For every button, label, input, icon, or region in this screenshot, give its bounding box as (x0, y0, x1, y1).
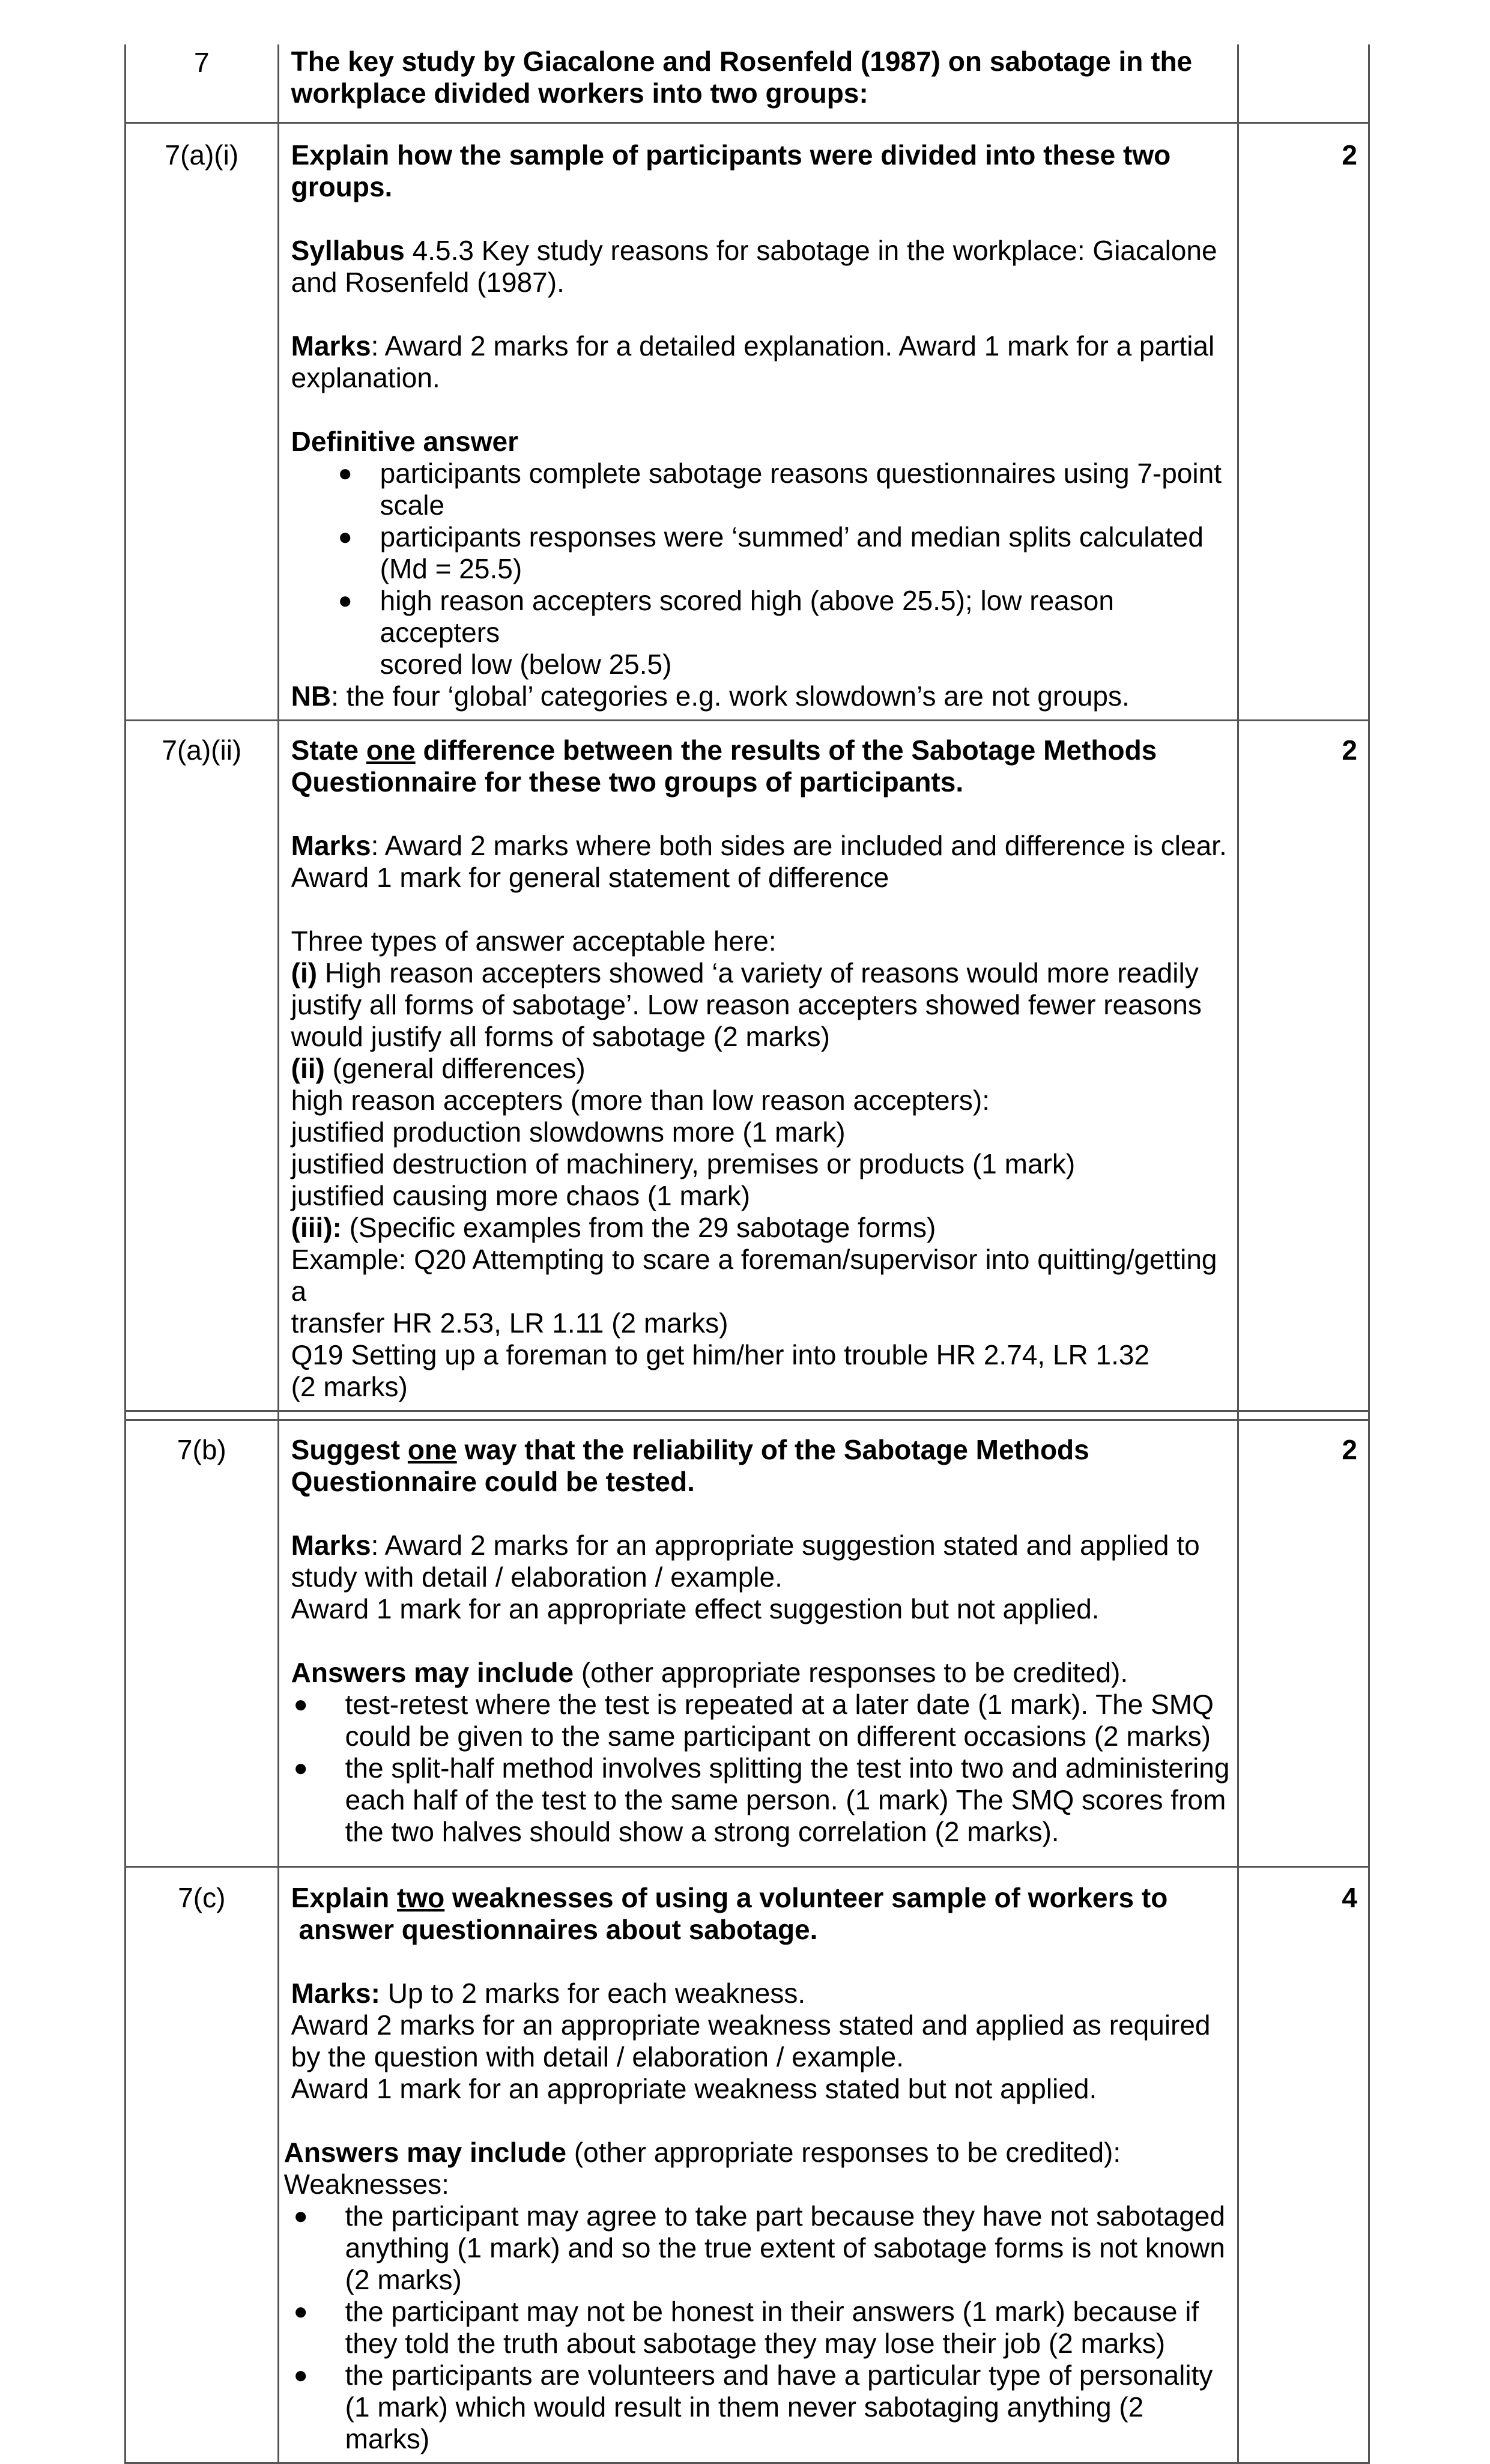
bullet-icon: ● (293, 2202, 308, 2229)
list-item-text: (2 marks) (345, 2263, 462, 2295)
marks-guidance (291, 330, 1232, 394)
divider-cell (1238, 1411, 1369, 1420)
marks-cell: 2 (1238, 720, 1369, 1411)
divider-cell (278, 1411, 1238, 1420)
answer-type-ii (291, 1053, 1232, 1085)
answer-cell (278, 720, 1238, 1411)
list-item-text: they told the truth about sabotage they may lose their job (2 marks) (345, 2327, 1166, 2359)
marks-text: Award 1 mark for general statement of difference (291, 861, 889, 893)
marks-guidance (291, 830, 1232, 894)
marks-label: Marks (291, 330, 371, 362)
question-number: 7(a)(i) (126, 123, 279, 720)
list-item-text: participants complete sabotage reasons questionnaires using 7-point (380, 457, 1222, 489)
marks-guidance (291, 1978, 1232, 2105)
marks-label: Marks: (291, 1977, 380, 2009)
marks-text: explanation. (291, 362, 440, 393)
bullet-icon: ● (293, 1754, 308, 1781)
answer-text: (Specific examples from the 29 sabotage forms) (341, 1211, 936, 1243)
question-part: difference between the results of the Sabotage Methods (415, 734, 1157, 766)
list-item-text: the participant may not be honest in their answers (1 mark) because if (345, 2295, 1199, 2327)
syllabus-label: Syllabus (291, 234, 405, 266)
answer-type-label: (i) (291, 957, 318, 988)
answers-intro (284, 2137, 1232, 2169)
list-item-text: the participant may agree to take part because they have not sabotaged (345, 2200, 1225, 2232)
list-item (291, 2296, 1232, 2360)
nb-text: : the four ‘global’ categories e.g. work slowdown’s are not groups. (331, 680, 1130, 712)
bullet-icon: ● (293, 2298, 308, 2325)
marks-cell (1238, 44, 1369, 123)
answer-line: transfer HR 2.53, LR 1.11 (2 marks) (291, 1307, 728, 1339)
list-item-text: (1 mark) which would result in them never sabotaging anything (2 marks) (345, 2391, 1144, 2454)
question-line: The key study by Giacalone and Rosenfeld (1987) on sabotage in the (291, 46, 1193, 77)
marks-label: Marks (291, 829, 371, 861)
marks-cell: 2 (1238, 123, 1369, 720)
syllabus-text: and Rosenfeld (1987). (291, 266, 565, 298)
answer-line: Example: Q20 Attempting to scare a foreman/supervisor into quitting/getting a (291, 1243, 1217, 1307)
answer-cell (278, 1866, 1238, 2463)
question-line: Questionnaire could be tested. (291, 1465, 695, 1497)
nb-note (291, 680, 1232, 712)
question-line: answer questionnaires about sabotage. (298, 1913, 818, 1945)
marks-label: Marks (291, 1529, 371, 1561)
bullet-icon: ● (293, 2361, 308, 2388)
marks-text: Award 1 mark for an appropriate effect suggestion but not applied. (291, 1593, 1100, 1624)
answers-block (284, 2137, 1232, 2455)
divider-cell (126, 1411, 279, 1420)
answer-line: justified destruction of machinery, premises or products (1 mark) (291, 1148, 1076, 1179)
list-item-text: the two halves should show a strong correlation (2 marks). (345, 1815, 1059, 1847)
answer-text: would justify all forms of sabotage (2 marks) (291, 1020, 830, 1052)
list-item (291, 521, 1232, 585)
list-item-text: high reason accepters scored high (above 25.5); low reason accepters (380, 584, 1114, 648)
marks-text: by the question with detail / elaboration / example. (291, 2041, 904, 2072)
bullet-icon: ● (293, 1691, 308, 1718)
question-number: 7 (126, 44, 279, 123)
bullet-icon: ● (338, 587, 353, 614)
question-text (291, 139, 1232, 203)
marks-cell: 2 (1238, 1420, 1369, 1866)
answer-type-i (291, 957, 1232, 1053)
list-item-text: scale (380, 489, 445, 521)
syllabus (291, 235, 1232, 298)
question-line: Explain how the sample of participants were divided into these two (291, 139, 1171, 171)
marks-text: : Award 2 marks for an appropriate suggestion stated and applied to (371, 1529, 1200, 1561)
question-line: workplace divided workers into two groups: (291, 77, 868, 109)
question-part: Suggest (291, 1433, 408, 1465)
question-emphasis: two (397, 1881, 445, 1913)
weaknesses-label: Weaknesses: (283, 2168, 449, 2200)
list-item (291, 1689, 1232, 1752)
question-part: State (291, 734, 366, 766)
question-part: way that the reliability of the Sabotage Methods (456, 1433, 1089, 1465)
list-item (291, 2360, 1232, 2455)
answer-type-label: (ii) (291, 1052, 325, 1084)
question-text (291, 1434, 1232, 1498)
list-item (291, 2200, 1232, 2296)
list-item-text: the split-half method involves splitting the test into two and administering (345, 1752, 1230, 1784)
question-line: groups. (291, 171, 393, 202)
row-7c (126, 1866, 1369, 2463)
marks-guidance (291, 1530, 1232, 1625)
marks-text: study with detail / elaboration / example. (291, 1561, 783, 1593)
list-item-text: each half of the test to the same person. (1 mark) The SMQ scores from (345, 1784, 1226, 1815)
bullet-icon: ● (338, 459, 353, 486)
row-7 (126, 44, 1369, 123)
answers-label: Answers may include (283, 2136, 567, 2168)
marks-text: Up to 2 marks for each weakness. (380, 1977, 806, 2009)
marks-text: Award 2 marks for an appropriate weakness stated and applied as required (291, 2009, 1211, 2041)
list-item (291, 585, 1232, 680)
question-text (291, 734, 1232, 798)
answers-text: (other appropriate responses to be credited). (574, 1656, 1128, 1688)
answer-type-label: (iii): (291, 1211, 342, 1243)
list-item (291, 458, 1232, 521)
list-item (291, 1752, 1232, 1848)
answer-list (291, 458, 1232, 680)
answer-line: (2 marks) (291, 1370, 408, 1402)
question-cell (278, 44, 1238, 123)
answer-line: high reason accepters (more than low reason accepters): (291, 1084, 990, 1116)
answers-intro (291, 1657, 1232, 1689)
marks-cell: 4 (1238, 1866, 1369, 2463)
answer-list (291, 2200, 1232, 2455)
marks-text: : Award 2 marks for a detailed explanation. Award 1 mark for a partial (371, 330, 1215, 362)
list-item-text: participants responses were ‘summed’ and median splits calculated (380, 521, 1204, 552)
answer-cell (278, 123, 1238, 720)
row-7ai (126, 123, 1369, 720)
answer-type-iii (291, 1212, 1232, 1244)
answers-label: Answers may include (291, 1656, 574, 1688)
list-item-text: scored low (below 25.5) (380, 648, 672, 680)
question-number: 7(a)(ii) (126, 720, 279, 1411)
list-item-text: the participants are volunteers and have a particular type of personality (345, 2359, 1213, 2391)
list-item-text: (Md = 25.5) (380, 552, 522, 584)
definitive-answer-label: Definitive answer (291, 425, 519, 457)
row-7aii (126, 720, 1369, 1411)
answers-text: (other appropriate responses to be credited): (566, 2136, 1121, 2168)
question-part: weaknesses of using a volunteer sample of workers to (444, 1881, 1168, 1913)
list-item-text: test-retest where the test is repeated at a later date (1 mark). The SMQ (345, 1688, 1214, 1720)
question-number: 7(c) (126, 1866, 279, 2463)
question-number: 7(b) (126, 1420, 279, 1866)
bullet-icon: ● (338, 523, 353, 550)
question-text (291, 46, 1232, 109)
question-emphasis: one (366, 734, 416, 766)
marks-text: : Award 2 marks where both sides are included and difference is clear. (371, 829, 1227, 861)
answer-line: Q19 Setting up a foreman to get him/her into trouble HR 2.74, LR 1.32 (291, 1339, 1150, 1370)
answer-line: justified causing more chaos (1 mark) (291, 1179, 751, 1211)
nb-label: NB (291, 680, 332, 712)
question-part: Explain (291, 1881, 398, 1913)
answer-text: justify all forms of sabotage’. Low reason accepters showed fewer reasons (291, 988, 1202, 1020)
list-item-text: anything (1 mark) and so the true extent of sabotage forms is not known (345, 2232, 1225, 2263)
answer-text: (general differences) (324, 1052, 586, 1084)
intro-line: Three types of answer acceptable here: (291, 925, 777, 957)
question-emphasis: one (407, 1433, 457, 1465)
answer-list (291, 1689, 1232, 1848)
question-text (291, 1882, 1232, 1946)
answer-cell (278, 1420, 1238, 1866)
row-7b (126, 1420, 1369, 1866)
answer-line: justified production slowdowns more (1 mark) (291, 1116, 846, 1148)
syllabus-text: 4.5.3 Key study reasons for sabotage in the workplace: Giacalone (404, 234, 1217, 266)
list-item-text: could be given to the same participant on different occasions (2 marks) (345, 1720, 1211, 1752)
answer-text: High reason accepters showed ‘a variety of reasons would more readily (317, 957, 1199, 988)
mark-scheme-table (124, 44, 1370, 2464)
marks-text: Award 1 mark for an appropriate weakness stated but not applied. (291, 2072, 1097, 2104)
question-line: Questionnaire for these two groups of participants. (291, 766, 964, 798)
row-divider (126, 1411, 1369, 1420)
